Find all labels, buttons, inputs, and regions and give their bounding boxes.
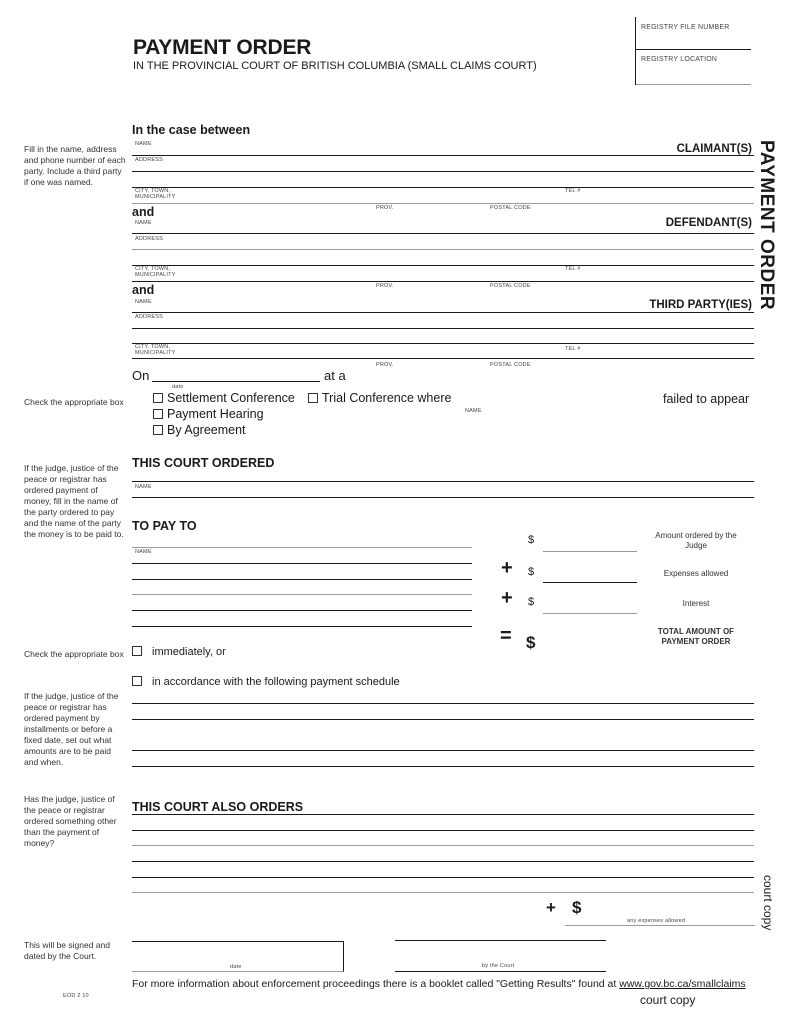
date-label: date	[172, 384, 184, 390]
interest-field[interactable]	[543, 597, 637, 612]
third-party-role-label: THIRD PARTY(IES)	[649, 299, 752, 311]
parties-heading: In the case between	[132, 123, 251, 137]
plus-icon: +	[501, 557, 513, 579]
defendant-city-label: CITY, TOWN, MUNICIPALITY	[135, 266, 176, 278]
divider	[636, 84, 751, 85]
defendant-prov-label: PROV.	[376, 283, 394, 289]
court-date-box[interactable]	[132, 941, 344, 972]
option-settlement-conference[interactable]: Settlement Conference	[153, 391, 295, 405]
third-party-address-label: ADDRESS	[135, 314, 163, 320]
and-label: and	[132, 283, 155, 297]
third-party-prov-label: PROV.	[376, 362, 394, 368]
option-payment-schedule[interactable]: in accordance with the following payment schedule	[132, 676, 400, 688]
form-code: EOD 2 10	[63, 993, 89, 999]
registry-location-field[interactable]	[641, 64, 749, 82]
claimant-tel-label: TEL #	[565, 188, 581, 194]
footer-info	[132, 978, 746, 990]
option-payment-hearing[interactable]: Payment Hearing	[153, 407, 264, 421]
amount-ordered-label: Amount ordered by the Judge	[655, 531, 737, 550]
checkbox[interactable]	[153, 409, 163, 419]
dollar-sign: $	[528, 596, 535, 608]
claimant-prov-label: PROV.	[376, 205, 394, 211]
ordered-party-name-field[interactable]	[132, 483, 754, 497]
amount-ordered-field[interactable]	[543, 535, 637, 550]
total-amount-label: TOTAL AMOUNT OF PAYMENT ORDER	[657, 627, 735, 646]
also-orders-heading: THIS COURT ALSO ORDERS	[132, 800, 304, 814]
footer-copy-label: court copy	[640, 993, 696, 1007]
smallclaims-link[interactable]: www.gov.bc.ca/smallclaims	[619, 978, 746, 990]
court-ordered-heading: THIS COURT ORDERED	[132, 456, 275, 470]
divider	[636, 49, 751, 50]
and-label: and	[132, 205, 155, 219]
claimant-role-label: CLAIMANT(S)	[676, 143, 752, 155]
payment-check-instructions: Check the appropriate box	[24, 649, 124, 659]
page-title: PAYMENT ORDER	[133, 36, 312, 59]
third-party-name-field[interactable]	[132, 297, 632, 311]
option-immediately[interactable]: immediately, or	[132, 646, 226, 658]
claimant-city-label: CITY, TOWN, MUNICIPALITY	[135, 188, 176, 200]
ordered-party-name-label: NAME	[135, 484, 152, 490]
payment-schedule-instructions: If the judge, justice of the peace or registrar has ordered payment by installments or before a fixed date, set out what amounts are to be paid and when.	[24, 691, 119, 767]
claimant-name-label: NAME	[135, 141, 152, 147]
interest-label: Interest	[682, 599, 710, 608]
order-instructions: If the judge, justice of the peace or registrar has ordered payment of money, fill in the name of the party ordered to pay and the name of the party the money is to be paid to.	[24, 463, 124, 539]
option-by-agreement[interactable]: By Agreement	[153, 423, 246, 437]
by-court-label: by the Court	[482, 963, 515, 969]
claimant-postal-label: POSTAL CODE	[490, 205, 531, 211]
registry-box	[635, 17, 750, 85]
total-dollar-sign: $	[526, 633, 536, 652]
registry-location-label: REGISTRY LOCATION	[641, 56, 718, 63]
parties-instructions: Fill in the name, address and phone number of each party. Include a third party if one was named.	[24, 144, 126, 187]
option-trial-conference[interactable]: Trial Conference where	[308, 391, 451, 405]
signature-instructions: This will be signed and dated by the Court.	[24, 940, 110, 961]
also-orders-instructions: Has the judge, justice of the peace or registrar ordered something other than the payment of money?	[24, 794, 117, 848]
third-party-tel-label: TEL #	[565, 346, 581, 352]
absent-party-name-field[interactable]	[465, 392, 650, 406]
court-date-label: date	[230, 964, 242, 970]
checkbox[interactable]	[153, 393, 163, 403]
third-party-name-label: NAME	[135, 299, 152, 305]
hearing-instructions: Check the appropriate box	[24, 397, 124, 407]
expenses-allowed-small-label: any expenses allowed	[627, 918, 686, 924]
court-signature-field[interactable]	[395, 942, 606, 970]
total-amount-field[interactable]	[543, 633, 637, 649]
on-label: On	[132, 368, 150, 383]
defendant-role-label: DEFENDANT(S)	[665, 217, 752, 229]
third-party-postal-label: POSTAL CODE	[490, 362, 531, 368]
equals-icon: =	[500, 625, 512, 647]
plus-icon: +	[546, 898, 556, 917]
pay-to-name-field[interactable]	[132, 549, 472, 619]
registry-file-number-label: REGISTRY FILE NUMBER	[641, 24, 730, 31]
at-a-label: at a	[324, 368, 346, 383]
absent-party-name-label: NAME	[465, 408, 482, 414]
defendant-name-field[interactable]	[132, 218, 652, 232]
claimant-name-field[interactable]	[132, 140, 652, 154]
defendant-postal-label: POSTAL CODE	[490, 283, 531, 289]
side-copy-label: court copy	[761, 875, 775, 931]
failed-to-appear-label: failed to appear	[663, 392, 750, 406]
dollar-sign: $	[528, 534, 535, 546]
also-orders-expenses-field[interactable]	[590, 900, 750, 916]
pay-to-name-label: NAME	[135, 549, 152, 555]
page-subtitle: IN THE PROVINCIAL COURT OF BRITISH COLUMBIA (SMALL CLAIMS COURT)	[133, 60, 537, 72]
claimant-address-label: ADDRESS	[135, 157, 163, 163]
dollar-sign: $	[572, 898, 582, 917]
checkbox[interactable]	[132, 646, 142, 656]
third-party-city-label: CITY, TOWN, MUNICIPALITY	[135, 344, 176, 356]
side-title: PAYMENT ORDER	[756, 140, 777, 311]
footer-info-text: For more information about enforcement proceedings there is a booklet called "Getting Results" found at	[132, 978, 617, 990]
checkbox[interactable]	[132, 676, 142, 686]
also-orders-field[interactable]	[132, 815, 754, 892]
expenses-allowed-field[interactable]	[543, 566, 637, 581]
pay-to-heading: TO PAY TO	[132, 519, 197, 533]
plus-icon: +	[501, 587, 513, 609]
expenses-allowed-label: Expenses allowed	[663, 569, 729, 578]
defendant-tel-label: TEL #	[565, 266, 581, 272]
registry-file-number-field[interactable]	[641, 31, 749, 47]
checkbox[interactable]	[308, 393, 318, 403]
dollar-sign: $	[528, 566, 535, 578]
payment-schedule-field[interactable]	[132, 704, 754, 766]
checkbox[interactable]	[153, 425, 163, 435]
defendant-address-label: ADDRESS	[135, 236, 163, 242]
hearing-date-field[interactable]	[155, 367, 315, 381]
defendant-name-label: NAME	[135, 220, 152, 226]
